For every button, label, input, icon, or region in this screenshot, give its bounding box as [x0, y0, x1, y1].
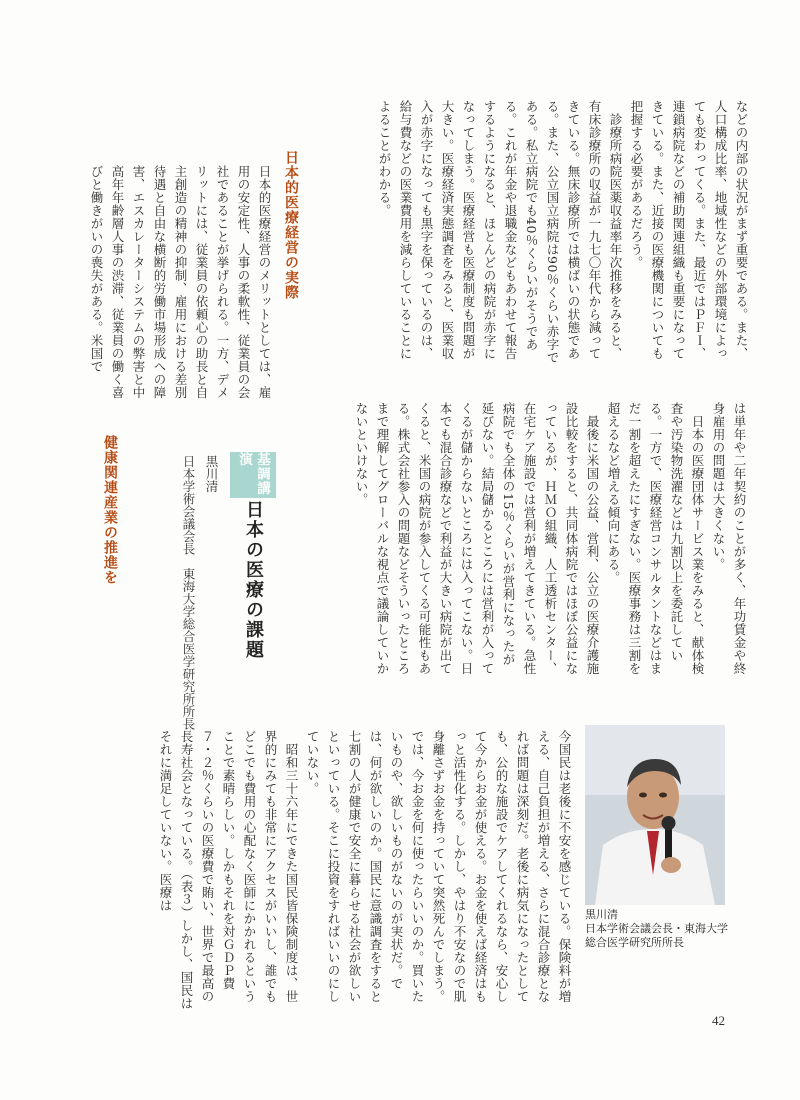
- paragraph: 今国民は老後に不安を感じている。保険料が増える、自己負担が増える、さらに混合診療となれば問題は深刻だ。老後に病気になったとしても、公的な施設でケアしてくれるなら、安心して今からお金が使える。お金を使えば経済はもっと活性化する。しかし、やはり不安なので肌身離さずお金を持っていて突然死んでしまう。では、今お金を何に使ったらいいのか。買いたいものや、欲しいものがないのが実状だ。では、何が欲しいのか。国民に意識調査をすると七割の人が健康で安全に暮らせる社会が欲しいといっている。そこに投資をすればいいのにしていない。: [305, 730, 572, 1003]
- upper-right-column: [332, 100, 752, 365]
- paragraph: は単年や二年契約のことが多く、年功賃金や終身雇用の問題は大きくない。: [711, 402, 747, 675]
- paragraph: 日本の医療団体サービス業をみると、献体検査や汚染物洗濯などは九割以上を委託している。一方で、医療経営コンサルタントなどはまだ一割を超えたにすぎない。医療事務は三割を超えるなど増える傾向にある。: [606, 402, 705, 675]
- article-title: 日本の医療の課題: [243, 500, 264, 660]
- page-number: 42: [712, 1013, 725, 1028]
- paragraph: 診療所病院医薬収益率年次推移をみると、有床診療所の収益が一九七〇年代から減ってきている。無床診療所では横ばいの状態である。また、公立国立病院は90％くらい赤字である。私立病院でも40％くらいがそうである。これが年金や退職金などもあわせて報告するようになると、ほとんどの病院が赤字になってしまう。医療経営も医療制度も問題が大きい。医療経済実態調査をみると、医業収入が赤字になっても黒字を保っているのは、給与費などの医業費用を減らしていることによることがわかる。: [377, 100, 623, 364]
- section-heading-management: 日本的医療経営の実際: [283, 150, 299, 300]
- speaker-byline: [148, 455, 223, 745]
- keynote-badge: [230, 452, 276, 498]
- upper-left-column: [70, 165, 275, 405]
- paragraph: 昭和三十六年にできた国民皆保険制度は、世界的にみても非常にアクセスがいいし、誰でもどこでも費用の心配なく医師にかかれるということで素晴らしい。しかもそれを対ＧＤＰ費７・２％くらいの医療費で賄い、世界で最高の長寿社会となっている。（表３）しかし、国民はそれに満足していない。医療は: [158, 730, 299, 1010]
- caption-title-line: 日本学術会議会長・東海大学: [585, 922, 728, 935]
- paragraph: などの内部の状況がまず重要である。また、人口構成比率、地域性などの外部環境によっても変わってくる。また、最近ではＰＦＩ、連鎖病院などの補助関連組織も重要になってきている。また、近接の医療機関についても把握する必要があるだろう。: [629, 100, 749, 360]
- lower-right-column: [300, 402, 750, 677]
- speaker-name: 黒川清: [204, 455, 219, 493]
- lower-middle-column: [70, 730, 575, 1010]
- caption-title-line: 総合医学研究所所長: [585, 936, 684, 949]
- speaker-affiliation: 日本学術会議会長 東海大学総合医学研究所所長: [181, 455, 196, 730]
- speaker-photo: [585, 725, 725, 905]
- paragraph: 最後に米国の公益、営利、公立の医療介護施設比較をすると、共同体病院ではほぼ公益になっているが、ＨＭＯ組織、人工透析センター、在宅ケア施設では営利が増えてきている。急性病院でも全体の15％くらいが営利になったが延びない。結局儲かるところには営利が入ってくるが儲からないところには入ってこない。日本でも混合診療などで利益が大きい病院が出てくると、米国の病院が参入してくる可能性もある。株式会社参入の問題などそういったところまで理解してグローバルな視点で議論していかないといけない。: [354, 402, 600, 675]
- section-heading-health-industry: 健康関連産業の推進を: [102, 435, 118, 585]
- keynote-badge-label: 基調講演: [236, 452, 270, 496]
- caption-name: 黒川清: [585, 908, 618, 921]
- photo-caption: [585, 908, 745, 950]
- paragraph: 日本的医療経営のメリットとしては、雇用の安定性、人事の柔軟性、従業員の会社であることが挙げられる。一方、デメリットには、従業員の依頼心の助長と自主創造の精神の抑制、雇用における差別待遇と自由な横断的労働市場形成への障害、エスカレーターシステムの弊害と中高年年齢層人事の渋滞、従業員の働く喜びと働きがいの喪失がある。米国で: [89, 165, 272, 399]
